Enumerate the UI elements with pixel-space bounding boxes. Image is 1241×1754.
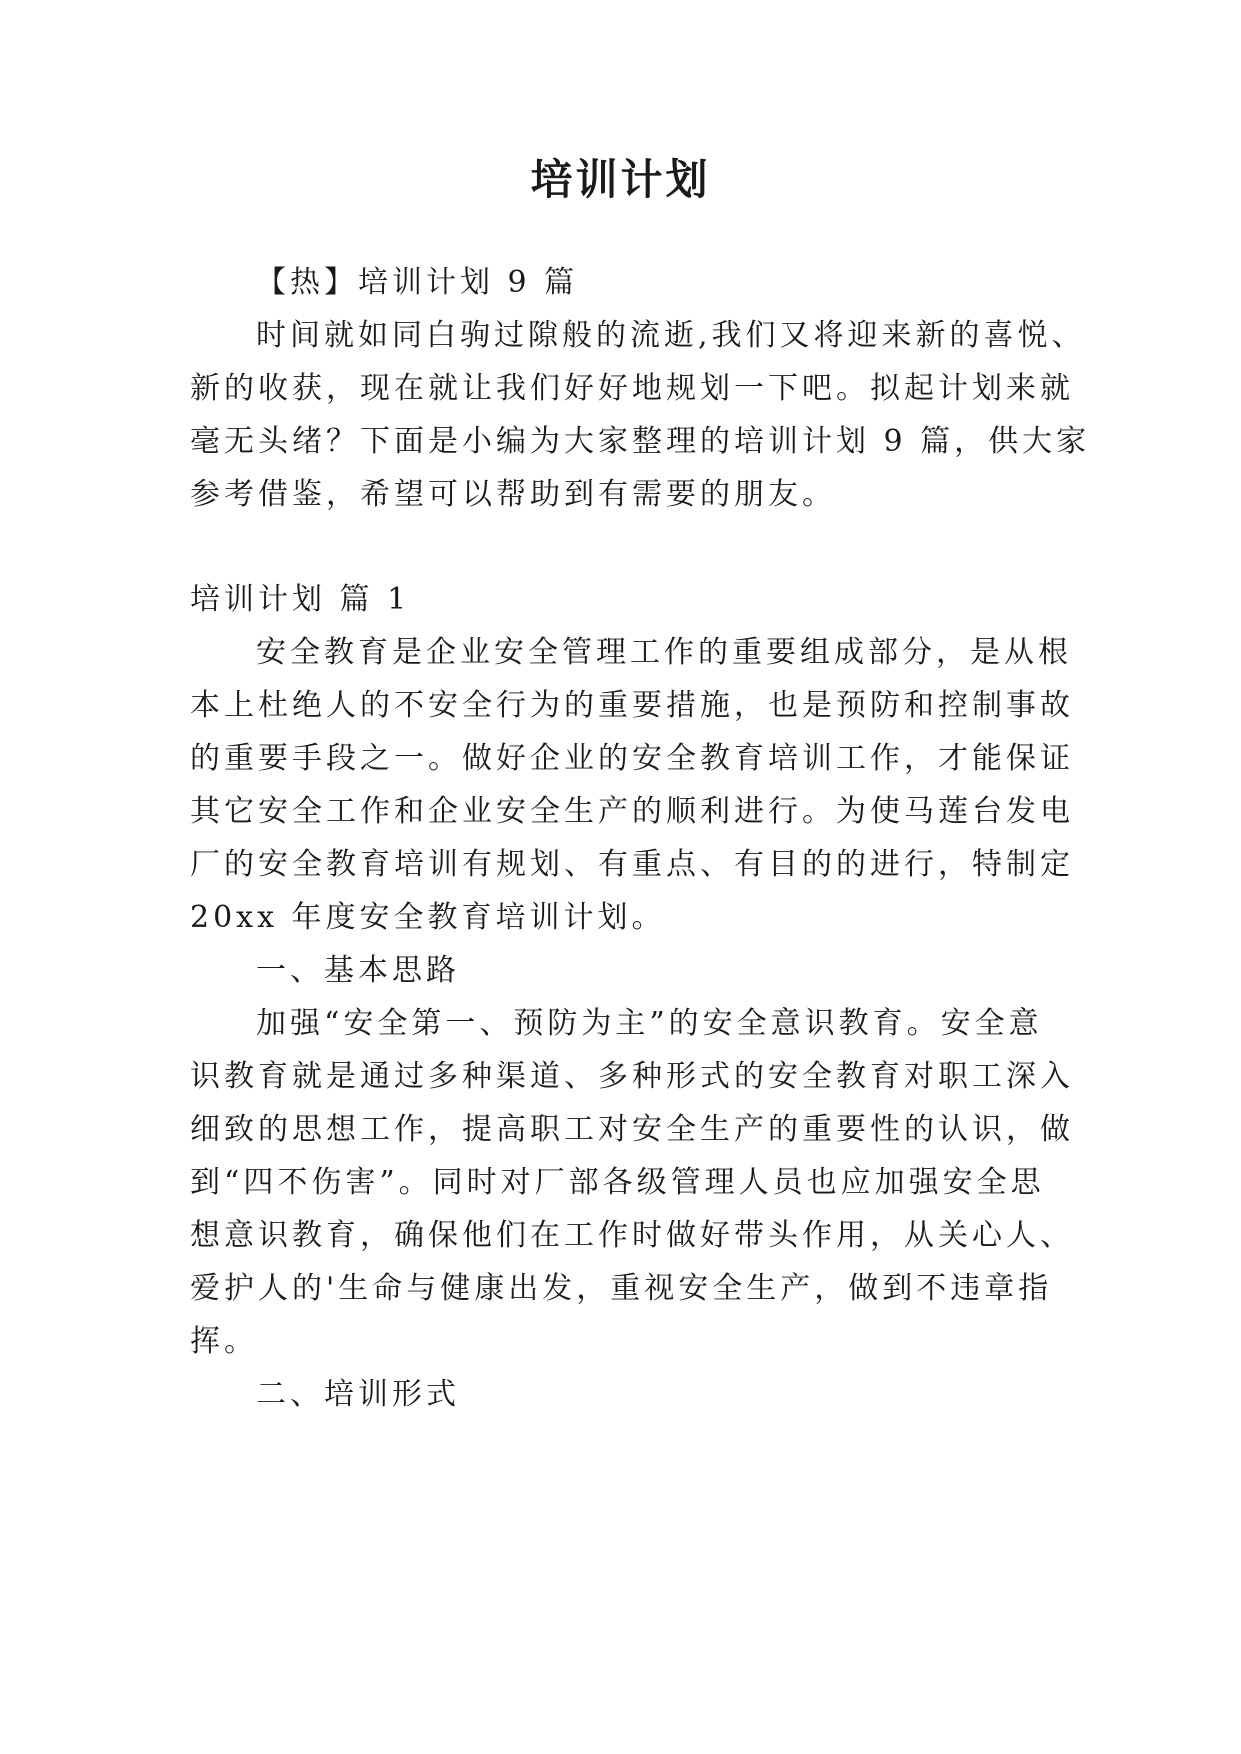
document-title: 培训计划 xyxy=(530,155,711,204)
subsection-heading: 一、基本思路 xyxy=(256,953,460,988)
subsection-heading: 二、培训形式 xyxy=(256,1377,460,1412)
paragraph-line: 其它安全工作和企业安全生产的顺利进行。为使马莲台发电 xyxy=(190,794,1074,829)
paragraph-line: 的重要手段之一。做好企业的安全教育培训工作，才能保证 xyxy=(190,741,1074,776)
intro-heading: 【热】培训计划 9 篇 xyxy=(256,265,579,300)
paragraph-line: 时间就如同白驹过隙般的流逝,我们又将迎来新的喜悦、 xyxy=(256,318,1086,353)
paragraph-line: 厂的安全教育培训有规划、有重点、有目的的进行，特制定 xyxy=(190,847,1074,882)
paragraph-line: 本上杜绝人的不安全行为的重要措施，也是预防和控制事故 xyxy=(190,688,1074,723)
paragraph-line: 爱护人的'生命与健康出发，重视安全生产，做到不违章指 xyxy=(190,1271,1053,1306)
paragraph-line: 细致的思想工作，提高职工对安全生产的重要性的认识，做 xyxy=(190,1112,1074,1147)
paragraph-line: 新的收获，现在就让我们好好地规划一下吧。拟起计划来就 xyxy=(190,371,1074,406)
document-body xyxy=(190,0,1091,1754)
paragraph-line: 识教育就是通过多种渠道、多种形式的安全教育对职工深入 xyxy=(190,1059,1074,1094)
section-heading: 培训计划 篇 1 xyxy=(190,582,411,617)
paragraph-line: 参考借鉴，希望可以帮助到有需要的朋友。 xyxy=(190,477,836,512)
paragraph-line: 挥。 xyxy=(190,1324,258,1359)
paragraph-line: 加强“安全第一、预防为主”的安全意识教育。安全意 xyxy=(256,1006,1043,1041)
paragraph-line: 想意识教育，确保他们在工作时做好带头作用，从关心人、 xyxy=(190,1218,1074,1253)
paragraph-line: 安全教育是企业安全管理工作的重要组成部分，是从根 xyxy=(256,635,1072,670)
paragraph-line: 毫无头绪？下面是小编为大家整理的培训计划 9 篇，供大家 xyxy=(190,424,1091,459)
paragraph-line: 到“四不伤害”。同时对厂部各级管理人员也应加强安全思 xyxy=(190,1165,1045,1200)
paragraph-line: 20xx 年度安全教育培训计划。 xyxy=(190,900,666,935)
